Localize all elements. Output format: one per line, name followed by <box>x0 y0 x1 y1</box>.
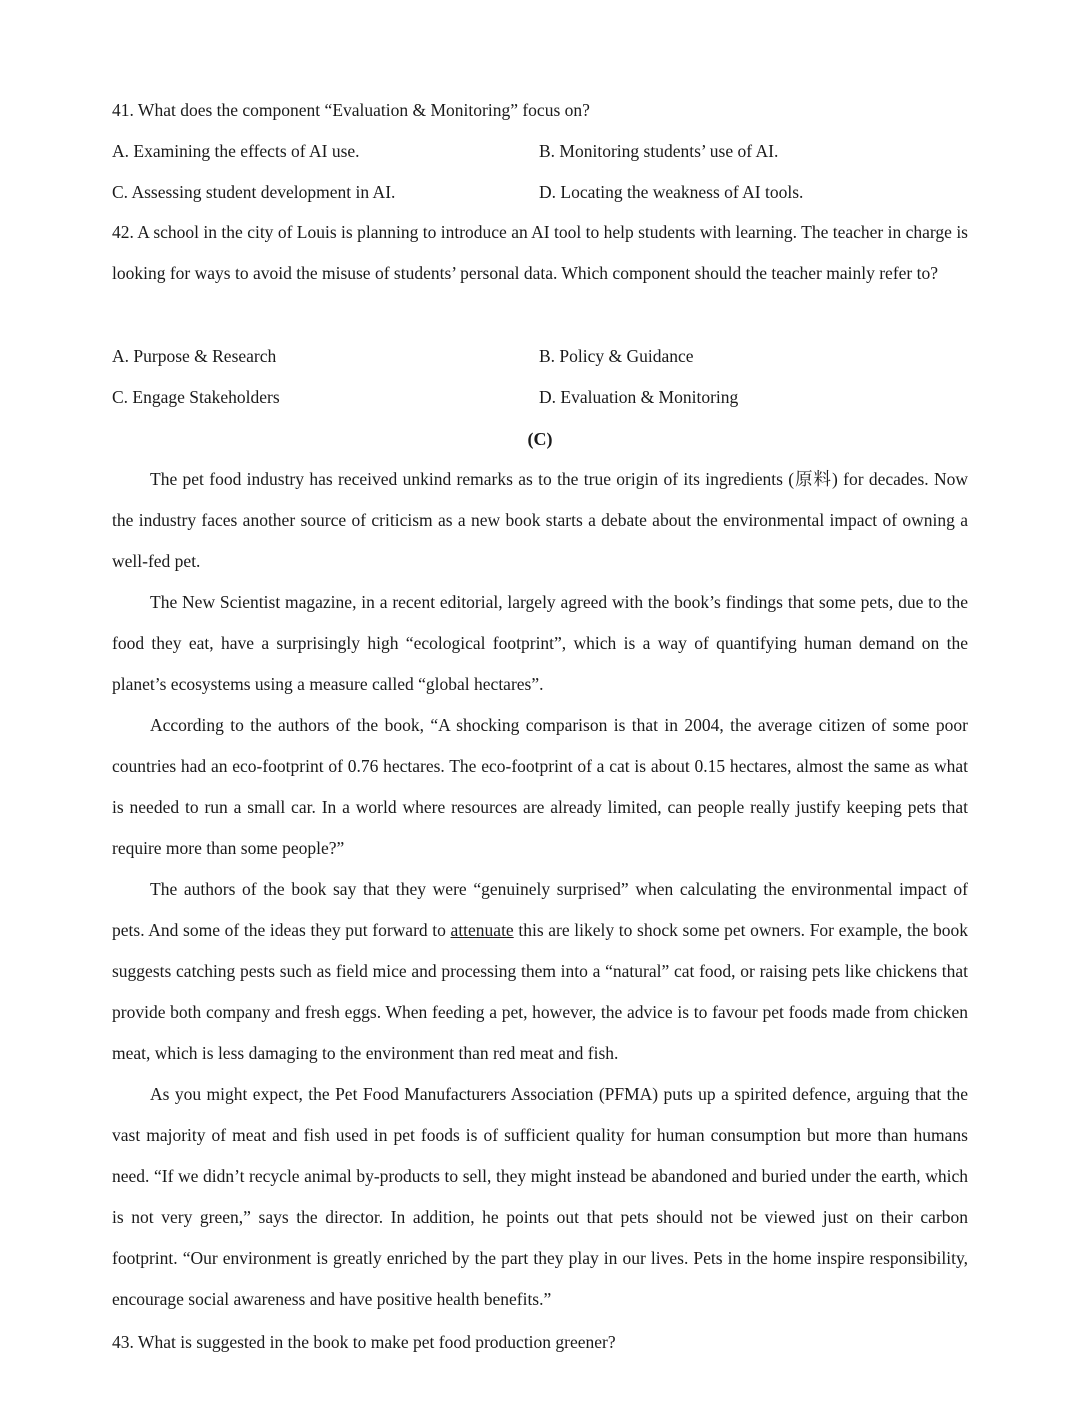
passage-paragraph-5: As you might expect, the Pet Food Manufacturers Association (PFMA) puts up a spirited defence, arguing that the vast majority of meat and fish used in pet foods is of sufficient quality for human consumption but more than humans need. “If we didn’t recycle animal by-products to sell, they might instead be abandoned and buried under the earth, which is not very green,” says the director. In addition, he points out that pets should not be viewed just on their carbon footprint. “Our environment is greatly enriched by the part they play in our lives. Pets in the home inspire responsibility, encourage social awareness and have positive health benefits.” <box>112 1084 968 1310</box>
q42-option-d: D. Evaluation & Monitoring <box>539 387 739 407</box>
q42-stem: 42. A school in the city of Louis is planning to introduce an AI tool to help students with learning. The teacher in charge is looking for ways to avoid the misuse of students’ personal data. Which component should the teacher mainly refer to? <box>112 222 968 284</box>
q41-option-b: B. Monitoring students’ use of AI. <box>539 141 779 161</box>
passage-paragraph-2: The New Scientist magazine, in a recent editorial, largely agreed with the book’s findings that some pets, due to the food they eat, have a surprisingly high “ecological footprint”, which is a way of quantifying human demand on the planet’s ecosystems using a measure called “global hectares”. <box>112 592 968 695</box>
underlined-word: attenuate <box>450 920 514 941</box>
q41-stem: 41. What does the component “Evaluation & Monitoring” focus on? <box>112 100 590 120</box>
q42-option-b: B. Policy & Guidance <box>539 346 694 366</box>
passage-paragraph-3: According to the authors of the book, “A shocking comparison is that in 2004, the average citizen of some poor countries had an eco-footprint of 0.76 hectares. The eco-footprint of a cat is about 0.15 hectares, almost the same as what is needed to run a small car. In a world where resources are already limited, can people really justify keeping pets that require more than some people?” <box>112 715 968 859</box>
passage-paragraph-4 <box>112 869 968 1074</box>
paragraph-4-text-after: this are likely to shock some pet owners. For example, the book suggests catching pests such as field mice and processing them into a “natural” cat food, or raising pets like chickens that provide both company and fresh eggs. When feeding a pet, however, the advice is to favour pet foods made from chicken meat, which is less damaging to the environment than red meat and fish. <box>112 920 968 1064</box>
q41-option-a: A. Examining the effects of AI use. <box>112 141 360 161</box>
q43-stem: 43. What is suggested in the book to make pet food production greener? <box>112 1332 616 1352</box>
paragraph-4-text-before: The authors of the book say that they were “genuinely surprised” when calculating the environmental impact of pets. And some of the ideas they put forward to <box>112 879 968 941</box>
q42-option-a: A. Purpose & Research <box>112 346 277 366</box>
q41-option-d: D. Locating the weakness of AI tools. <box>539 182 804 202</box>
section-heading: (C) <box>527 429 553 449</box>
passage-paragraph-1: The pet food industry has received unkind remarks as to the true origin of its ingredients (原料) for decades. Now the industry faces another source of criticism as a new book starts a debate about the environmental impact of owning a well-fed pet. <box>112 469 968 572</box>
q42-option-c: C. Engage Stakeholders <box>112 387 280 407</box>
q41-option-c: C. Assessing student development in AI. <box>112 182 396 202</box>
